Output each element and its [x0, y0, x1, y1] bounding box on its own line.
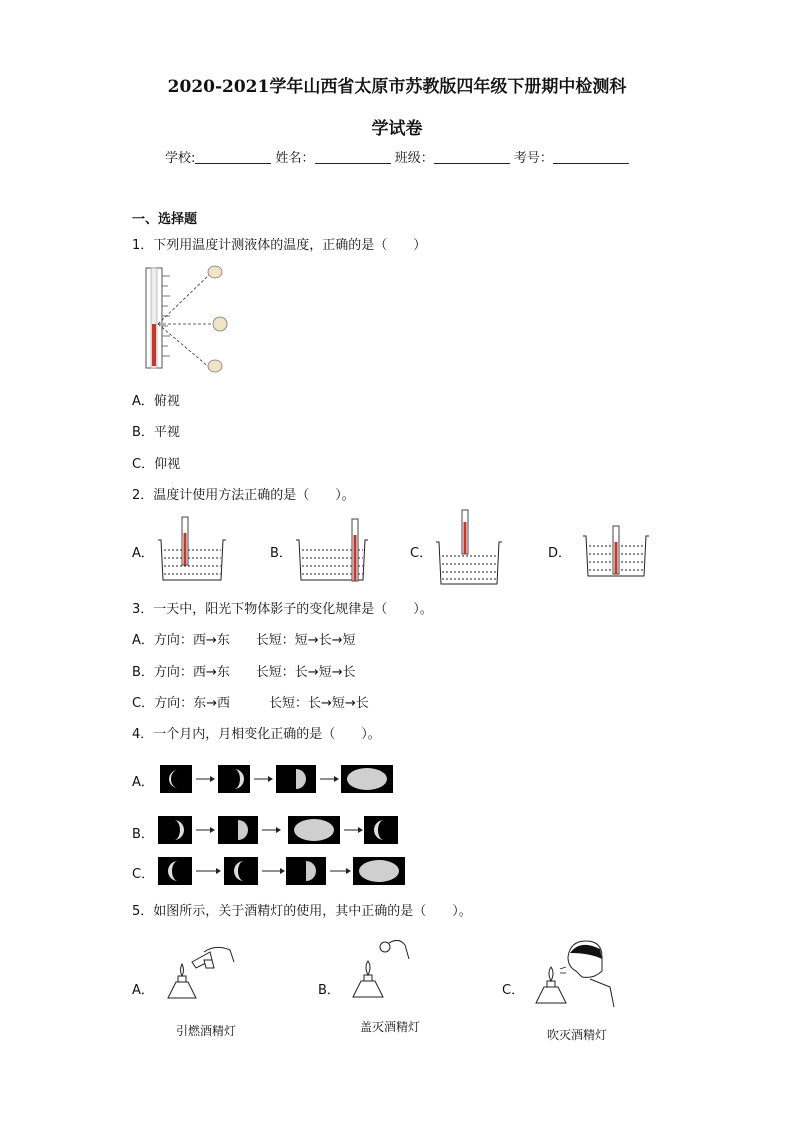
q3-option-a[interactable]: A．方向：西→东 长短：短→长→短: [132, 633, 356, 648]
q5-stem: 5．如图所示，关于酒精灯的使用，其中正确的是（ ）。: [132, 904, 472, 919]
school-label: 学校:: [165, 151, 196, 166]
q2-option-a[interactable]: A．: [132, 546, 154, 561]
q4-option-c[interactable]: C．: [132, 867, 155, 882]
exam-title-line2: 学试卷: [371, 119, 423, 139]
number-blank[interactable]: [553, 150, 629, 164]
q1-stem: 1．下列用温度计测液体的温度，正确的是（ ）: [132, 238, 427, 253]
q3-option-b[interactable]: B．方向：西→东 长短：长→短→长: [132, 665, 356, 680]
q5-lamp-cover-figure: [345, 935, 415, 1001]
q2-beaker-b: [293, 515, 373, 585]
q1-thermometer-figure: [140, 262, 240, 382]
q4-option-a[interactable]: A．: [132, 775, 154, 790]
q5-caption-a: 引燃酒精灯: [176, 1024, 237, 1038]
q2-option-c[interactable]: C．: [410, 546, 433, 561]
class-label: 班级：: [394, 151, 434, 166]
exam-title-line1: 2020-2021学年山西省太原市苏教版四年级下册期中检测科: [167, 77, 627, 97]
q5-option-b[interactable]: B．: [318, 983, 340, 998]
class-blank[interactable]: [434, 150, 510, 164]
q5-option-a[interactable]: A．: [132, 983, 154, 998]
q1-option-b[interactable]: B．平视: [132, 425, 180, 440]
name-blank[interactable]: [315, 150, 391, 164]
student-info-row: [165, 147, 629, 166]
eye-icon: [208, 266, 227, 372]
q5-caption-b: 盖灭酒精灯: [360, 1020, 421, 1034]
section-heading: 一、选择题: [132, 212, 198, 227]
q1-option-a[interactable]: A．俯视: [132, 394, 180, 409]
q5-lamp-ignite-figure: [160, 940, 240, 1000]
school-blank[interactable]: [195, 150, 271, 164]
q2-beaker-a: [155, 515, 230, 585]
q2-stem: 2．温度计使用方法正确的是（ ）。: [132, 488, 355, 503]
q2-beaker-d: [580, 522, 655, 584]
q4-moon-sequence-b: [158, 816, 403, 846]
q4-stem: 4．一个月内，月相变化正确的是（ ）。: [132, 727, 381, 742]
q5-lamp-blow-figure: [530, 935, 620, 1007]
q5-option-c[interactable]: C．: [502, 983, 525, 998]
q5-caption-c: 吹灭酒精灯: [547, 1028, 608, 1042]
q3-stem: 3．一天中，阳光下物体影子的变化规律是（ ）。: [132, 602, 433, 617]
q4-option-b[interactable]: B．: [132, 827, 154, 842]
q2-beaker-c: [433, 508, 508, 588]
q4-moon-sequence-a: [160, 765, 400, 795]
q2-option-b[interactable]: B．: [270, 546, 292, 561]
q2-option-d[interactable]: D．: [548, 546, 572, 561]
number-label: 考号：: [513, 151, 553, 166]
q1-option-c[interactable]: C．仰视: [132, 457, 181, 472]
name-label: 姓名：: [275, 151, 315, 166]
q3-option-c[interactable]: C．方向：东→西 长短：长→短→长: [132, 696, 369, 711]
q4-moon-sequence-c: [158, 857, 408, 887]
